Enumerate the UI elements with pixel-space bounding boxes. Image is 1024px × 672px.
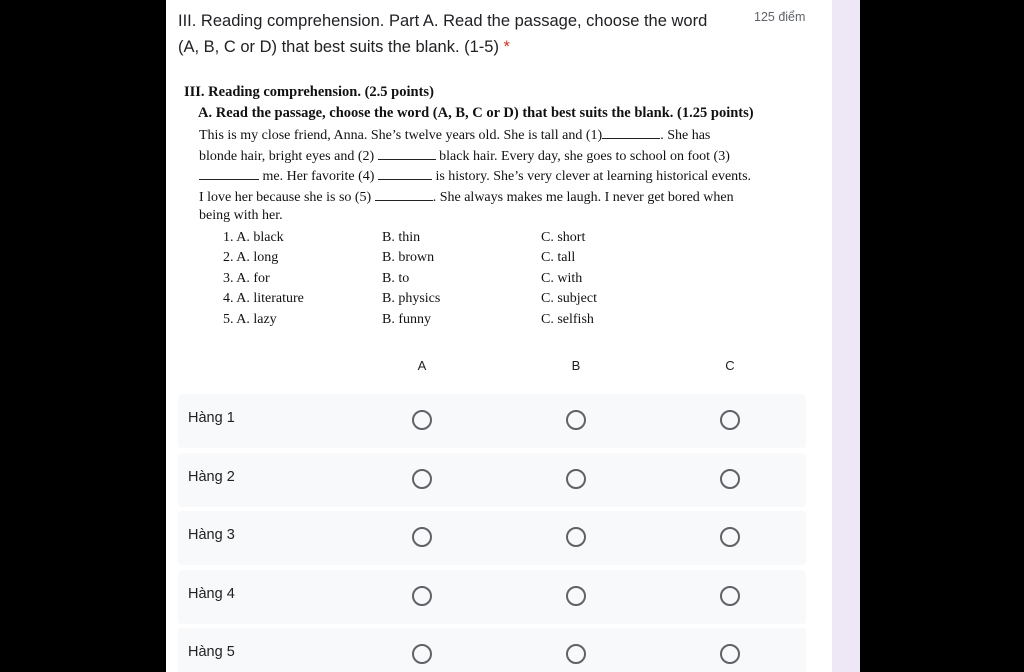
passage-line-5: being with her.	[199, 208, 283, 223]
passage-line-4: I love her because she is so (5) . She always makes me laugh. I never get bored when	[199, 190, 734, 205]
option-3-c: C. with	[541, 271, 583, 286]
option-3-a: 3. A. for	[223, 271, 270, 286]
passage-line-2: blonde hair, bright eyes and (2) black hair. Every day, she goes to school on foot (3)	[199, 149, 730, 164]
option-1-a: 1. A. black	[223, 230, 284, 245]
radio-row1-c[interactable]	[720, 410, 740, 430]
option-5-b: B. funny	[382, 312, 431, 327]
grid-row-3	[178, 511, 806, 565]
question-card	[166, 0, 832, 672]
question-title-line1: III. Reading comprehension. Part A. Read the passage, choose the word	[178, 12, 708, 30]
radio-row4-b[interactable]	[566, 586, 586, 606]
radio-row4-a[interactable]	[412, 586, 432, 606]
radio-row3-b[interactable]	[566, 527, 586, 547]
radio-row5-a[interactable]	[412, 644, 432, 664]
row-label-3: Hàng 3	[188, 527, 235, 543]
page-side-strip	[832, 0, 860, 672]
blank-5	[375, 188, 433, 201]
row-label-2: Hàng 2	[188, 469, 235, 485]
radio-row1-a[interactable]	[412, 410, 432, 430]
doc-heading: III. Reading comprehension. (2.5 points)	[184, 84, 434, 100]
grid-row-5	[178, 628, 806, 672]
option-4-b: B. physics	[382, 291, 441, 306]
option-2-c: C. tall	[541, 250, 576, 265]
question-title-line2: (A, B, C or D) that best suits the blank. (1-5)	[178, 38, 499, 56]
passage-line-1: This is my close friend, Anna. She’s twelve years old. She is tall and (1) . She has	[199, 128, 711, 143]
radio-row1-b[interactable]	[566, 410, 586, 430]
grid-row-4	[178, 570, 806, 624]
radio-row4-c[interactable]	[720, 586, 740, 606]
points-label: 125 điểm	[754, 10, 806, 24]
doc-subheading: A. Read the passage, choose the word (A, B, C or D) that best suits the blank. (1.25 points)	[198, 105, 754, 121]
blank-2	[378, 147, 436, 160]
column-header-b: B	[571, 358, 581, 373]
option-1-c: C. short	[541, 230, 586, 245]
grid-row-2	[178, 453, 806, 507]
option-4-a: 4. A. literature	[223, 291, 304, 306]
column-header-a: A	[417, 358, 427, 373]
radio-row3-c[interactable]	[720, 527, 740, 547]
radio-row3-a[interactable]	[412, 527, 432, 547]
option-2-a: 2. A. long	[223, 250, 279, 265]
required-asterisk: *	[503, 38, 510, 56]
row-label-1: Hàng 1	[188, 410, 235, 426]
option-2-b: B. brown	[382, 250, 435, 265]
radio-row5-c[interactable]	[720, 644, 740, 664]
radio-row2-b[interactable]	[566, 469, 586, 489]
radio-row2-a[interactable]	[412, 469, 432, 489]
blank-1	[602, 126, 660, 139]
grid-row-1	[178, 394, 806, 448]
row-label-4: Hàng 4	[188, 586, 235, 602]
radio-row2-c[interactable]	[720, 469, 740, 489]
option-3-b: B. to	[382, 271, 410, 286]
option-4-c: C. subject	[541, 291, 597, 306]
option-5-a: 5. A. lazy	[223, 312, 277, 327]
question-title	[178, 8, 748, 60]
radio-row5-b[interactable]	[566, 644, 586, 664]
option-1-b: B. thin	[382, 230, 421, 245]
option-5-c: C. selfish	[541, 312, 594, 327]
row-label-5: Hàng 5	[188, 644, 235, 660]
passage-line-3: me. Her favorite (4) is history. She’s very clever at learning historical events.	[199, 167, 751, 185]
blank-4	[378, 167, 432, 180]
column-header-c: C	[725, 358, 735, 373]
blank-3	[199, 167, 259, 180]
